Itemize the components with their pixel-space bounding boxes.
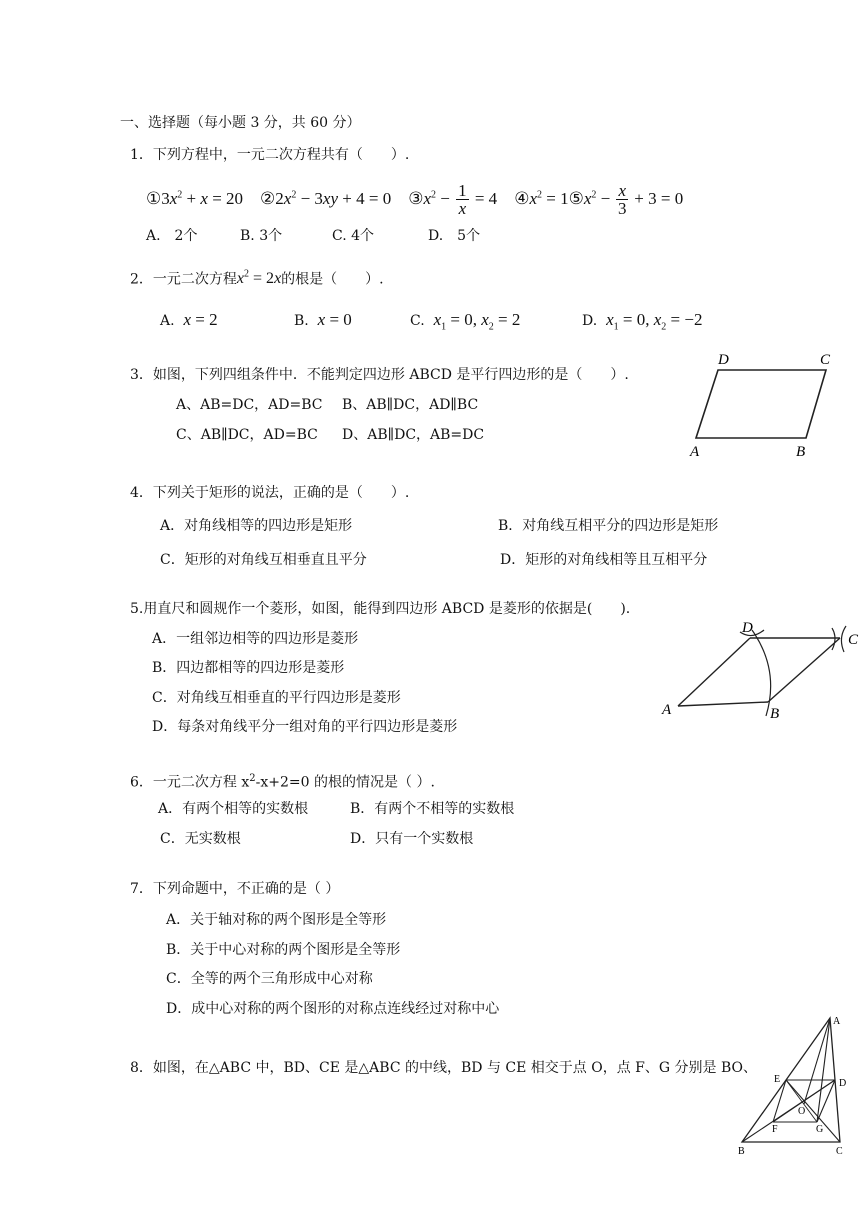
q2-option-d: D. $x_1 = 0$, $x_2 = -2$ [582, 310, 703, 333]
q7-stem: 7．下列命题中，不正确的是（ ） [130, 881, 340, 897]
q4-option-b: B．对角线互相平分的四边形是矩形 [498, 518, 719, 534]
segment-ao [804, 1018, 830, 1104]
section-title: 一、选择题（每小题 3 分，共 60 分） [120, 115, 361, 131]
q6-option-b: B．有两个不相等的实数根 [350, 801, 515, 817]
q7-option-c: C．全等的两个三角形成中心对称 [166, 971, 373, 987]
q3-option-c: C、AB∥DC，AD=BC [176, 427, 318, 443]
q6-stem: 6．一元二次方程 $x^2-x+2=0$ 的根的情况是（ ）. [130, 773, 435, 791]
label-f: F [772, 1124, 778, 1135]
q3-stem: 3．如图，下列四组条件中．不能判定四边形 ABCD 是平行四边形的是（ ）. [130, 367, 629, 383]
segment-bc [768, 638, 840, 702]
parallelogram-shape [696, 370, 826, 438]
q7-option-a: A．关于轴对称的两个图形是全等形 [166, 912, 387, 928]
q4-stem: 4．下列关于矩形的说法，正确的是（ ）. [130, 485, 410, 501]
construction-arc-c1 [832, 628, 835, 650]
label-g: G [816, 1124, 824, 1135]
q1-option-a: A. 2个 [146, 228, 198, 244]
q8-triangle-figure [730, 1010, 856, 1160]
q1-eq2: $②2x^2 - 3xy + 4 = 0$ [260, 188, 392, 208]
q1-eq1: $①3x^2 + x = 20$ [146, 188, 244, 208]
label-c: C [848, 632, 859, 648]
q5-option-a: A．一组邻边相等的四边形是菱形 [152, 631, 359, 647]
label-o: O [798, 1106, 806, 1117]
q1-option-d: D. 5个 [428, 228, 481, 244]
q7-option-d: D．成中心对称的两个图形的对称点连线经过对称中心 [166, 1001, 500, 1017]
q6-option-a: A．有两个相等的实数根 [158, 801, 309, 817]
q4-option-a: A．对角线相等的四边形是矩形 [160, 518, 353, 534]
label-d: D [839, 1078, 847, 1089]
q1-eq5: $⑤x^2$ − $\frac{x}{3}$ + 3 = 0 [568, 181, 684, 219]
q2-option-c: C. $x_1 = 0$, $x_2 = 2$ [410, 310, 521, 333]
q5-option-c: C．对角线互相垂直的平行四边形是菱形 [152, 690, 401, 706]
q1-equations [146, 178, 684, 219]
label-c: C [836, 1146, 843, 1157]
q5-option-b: B．四边都相等的四边形是菱形 [152, 660, 345, 676]
q6-option-d: D．只有一个实数根 [350, 831, 474, 847]
q1-option-c: C. 4个 [332, 228, 375, 244]
median-ce [786, 1080, 840, 1142]
q2-stem: 2．一元二次方程$x^2 = 2x$的根是（ ）. [130, 269, 384, 288]
q7-option-b: B．关于中心对称的两个图形是全等形 [166, 942, 401, 958]
segment-ad [678, 638, 750, 706]
q3-option-d: D、AB∥DC，AB=DC [342, 427, 485, 443]
q8-stem: 8．如图，在△ABC 中，BD、CE 是△ABC 的中线，BD 与 CE 相交于点 O，点 F、G 分别是 BO、 [130, 1060, 757, 1076]
label-a: A [662, 702, 672, 718]
label-d: D [742, 620, 753, 636]
q1-option-b: B. 3个 [240, 228, 283, 244]
q1-eq4: $④x^2 = 1$ [514, 188, 569, 208]
q5-option-d: D．每条对角线平分一组对角的平行四边形是菱形 [152, 719, 458, 735]
q4-option-d: D．矩形的对角线相等且互相平分 [500, 552, 708, 568]
construction-arc-c2 [841, 626, 846, 652]
q3-parallelogram-figure [688, 346, 838, 462]
q3-option-b: B、AB∥DC，AD∥BC [342, 397, 479, 413]
label-b: B [770, 706, 780, 722]
q5-stem: 5.用直尺和圆规作一个菱形，如图，能得到四边形 ABCD 是菱形的依据是( ). [130, 601, 631, 617]
label-b: B [796, 444, 806, 460]
label-c: C [820, 352, 831, 368]
q6-option-c: C．无实数根 [160, 831, 241, 847]
q4-option-c: C．矩形的对角线互相垂直且平分 [160, 552, 367, 568]
q1-eq3: $③x^2$ − $\frac{1}{x}$ = 4 [408, 181, 498, 219]
label-a: A [833, 1016, 841, 1027]
label-b: B [738, 1146, 745, 1157]
segment-ef [773, 1080, 786, 1122]
q2-option-a: A. x = 2 [160, 310, 218, 329]
q3-option-a: A、AB=DC，AD=BC [176, 397, 323, 413]
q2-option-b: B. x = 0 [294, 310, 352, 329]
label-a: A [690, 444, 700, 460]
q5-rhombus-construction-figure [660, 618, 860, 724]
q1-stem: 1．下列方程中，一元二次方程共有（ ）. [130, 147, 410, 163]
segment-ab [678, 702, 768, 706]
label-d: D [718, 352, 729, 368]
label-e: E [774, 1074, 781, 1085]
